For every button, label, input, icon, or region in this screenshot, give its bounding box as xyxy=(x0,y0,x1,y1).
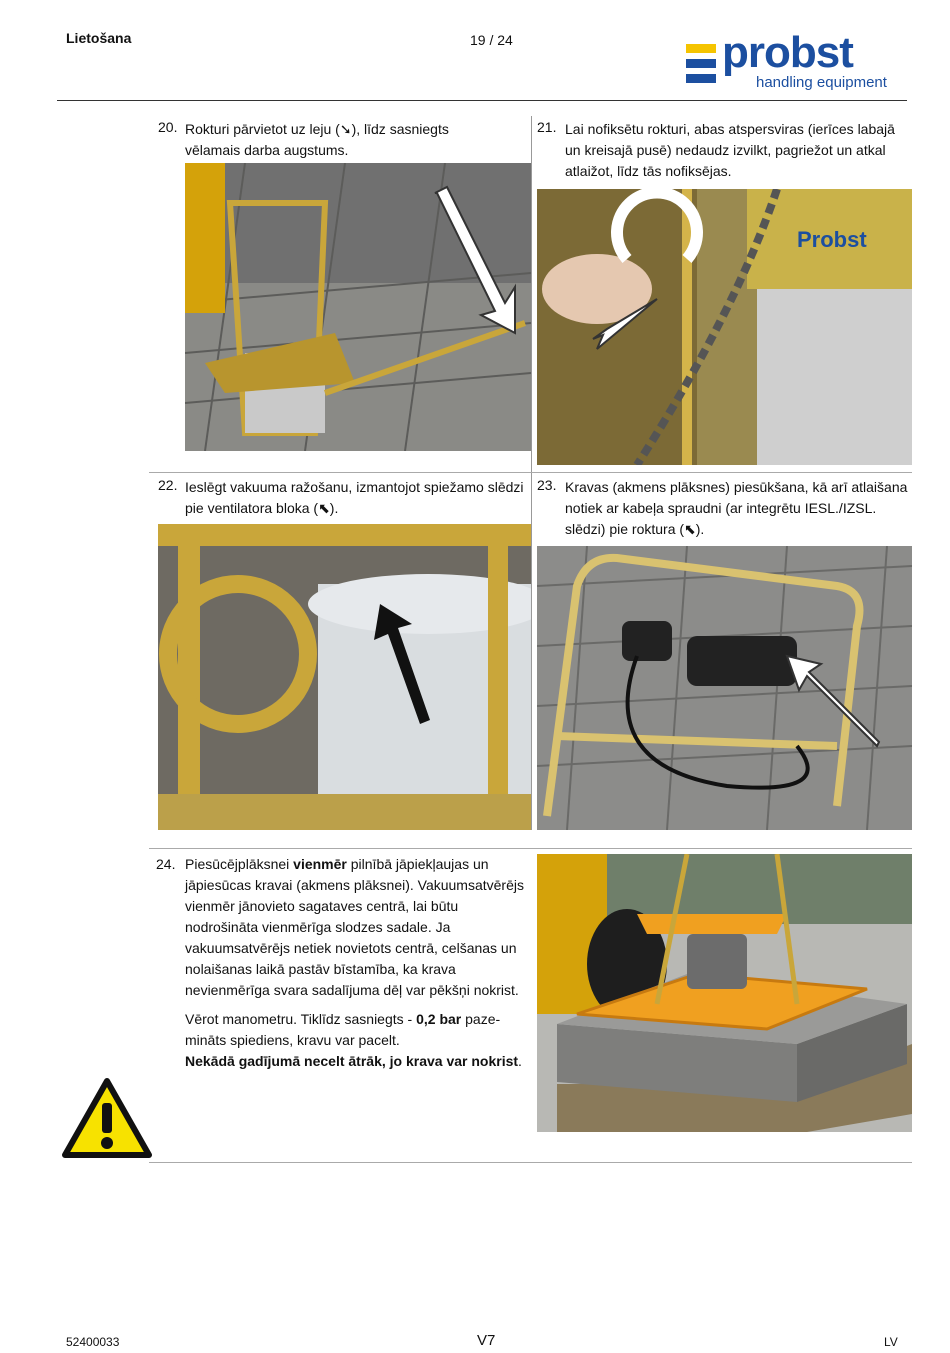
step-24-paragraph-2: Vērot manometru. Tiklīdz sasniegts - 0,2 bar pazemināts spiediens, kravu var pacelt. xyxy=(185,1011,501,1048)
step-number: 24. xyxy=(156,856,176,872)
logo-word: probst xyxy=(722,28,853,77)
step-text: Kravas (akmens plāksnes) piesūkšana, kā arī atlaišana notiek ar kabeļa spraudni (ar integrētu IESL./IZSL. slēdzi) pie roktura (⬉). xyxy=(565,479,908,537)
step-24-warning-text: Nekādā gadījumā necelt ātrāk, jo krava var nokrist. xyxy=(185,1053,522,1069)
version-label: V7 xyxy=(477,1332,496,1349)
machine-logo-text: Probst xyxy=(797,227,867,252)
step-number: 22. xyxy=(158,477,178,493)
logo-bars-icon xyxy=(686,44,716,89)
page-number: 19 / 24 xyxy=(470,32,513,48)
step-24-paragraph-1: Piesūcējplāksnei vienmēr pilnībā jāpiekļaujas un jāpiesūcas kravai (akmens plāksnei). Vakuumsatvērējs vienmēr jānovieto sagataves centrā, lai būtu nodrošināta vienmērīga slodzes sadale. Ja vakuumsatvērējs netiek novietots centrā, celšanas un nolaišanas laikā pastāv bīstamība, ka krava nevienmērīga svara sadalījuma dēļ var pēkšņi nokrist. xyxy=(185,856,524,998)
step-text: Lai nofiksētu rokturi, abas atspersviras (ierīces labajā un kreisajā pusē) nedaudz izvilkt, pagriežot un atkal atlaižot, līdz tās nofiksējas. xyxy=(565,121,895,179)
step-text: Rokturi pārvietot uz leju (➘), līdz sasniegts vēlamais darba augstums. xyxy=(185,121,449,158)
language-code: LV xyxy=(884,1335,898,1349)
step-24-text xyxy=(185,854,525,1072)
photo-step-21 xyxy=(537,189,912,465)
step-number: 23. xyxy=(537,477,557,493)
step-number: 20. xyxy=(158,119,178,135)
row-divider-1 xyxy=(149,472,912,473)
step-number: 21. xyxy=(537,119,557,135)
warning-triangle-icon xyxy=(61,1077,153,1159)
photo-step-22 xyxy=(158,524,531,830)
header-rule xyxy=(57,100,907,101)
document-number: 52400033 xyxy=(66,1335,120,1349)
photo-step-24 xyxy=(537,854,912,1132)
row-divider-3 xyxy=(149,1162,912,1163)
row-divider-2 xyxy=(149,848,912,849)
logo-subtitle: handling equipment xyxy=(756,74,887,91)
step-text: Ieslēgt vakuuma ražošanu, izmantojot spiežamo slēdzi pie ventilatora bloka (⬉). xyxy=(185,479,524,516)
column-divider xyxy=(531,116,532,830)
photo-step-23 xyxy=(537,546,912,830)
probst-logo xyxy=(684,28,899,96)
section-title: Lietošana xyxy=(66,30,132,46)
photo-step-20 xyxy=(185,163,531,451)
